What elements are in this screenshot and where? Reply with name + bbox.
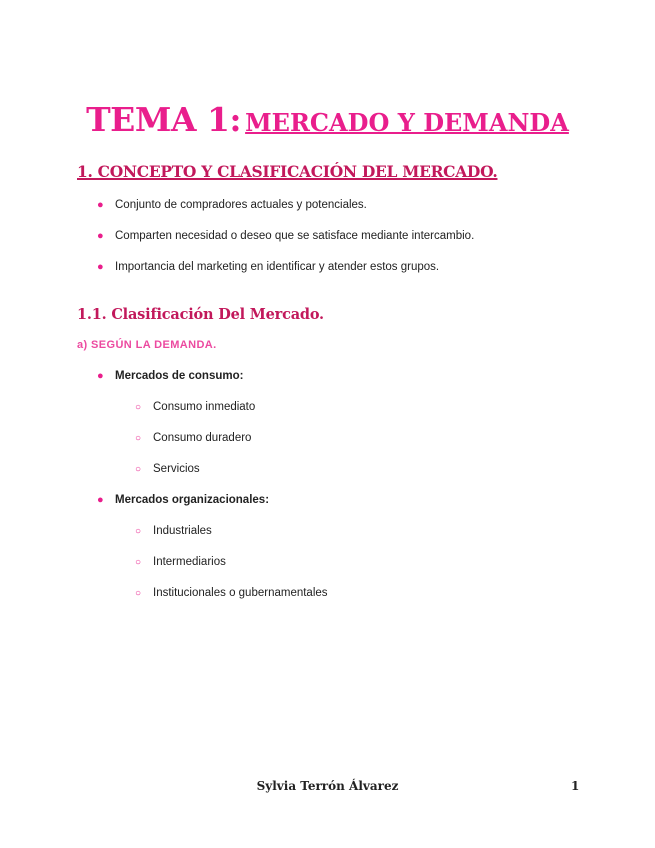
hollow-circle-bullet-icon: ○ [135, 433, 142, 444]
list-item-text: Conjunto de compradores actuales y potenciales. [115, 199, 367, 211]
group-label: Mercados organizacionales: [115, 494, 270, 506]
title-main: TEMA 1: [86, 100, 242, 139]
filled-circle-bullet-icon: ● [97, 261, 104, 273]
filled-circle-bullet-icon: ● [97, 370, 104, 382]
title-subtitle: MERCADO Y DEMANDA [245, 108, 569, 137]
hollow-circle-bullet-icon: ○ [135, 464, 142, 475]
filled-circle-bullet-icon: ● [97, 230, 104, 242]
list-item-text: Servicios [153, 463, 200, 475]
document-title [0, 100, 655, 139]
list-item-text: Importancia del marketing en identificar y atender estos grupos. [115, 261, 440, 273]
group-label: Mercados de consumo: [115, 370, 244, 382]
section-1-1-heading: 1.1. Clasificación Del Mercado. [77, 306, 324, 323]
list-item-text: Consumo inmediato [153, 401, 256, 413]
subsection-a-heading: a) SEGÚN LA DEMANDA. [77, 339, 217, 351]
filled-circle-bullet-icon: ● [97, 494, 104, 506]
list-item-text: Consumo duradero [153, 432, 252, 444]
list-item-text: Industriales [153, 525, 212, 537]
hollow-circle-bullet-icon: ○ [135, 588, 142, 599]
list-item-text: Intermediarios [153, 556, 226, 568]
hollow-circle-bullet-icon: ○ [135, 402, 142, 413]
section-1-heading: 1. CONCEPTO Y CLASIFICACIÓN DEL MERCADO. [77, 162, 498, 181]
footer-author: Sylvia Terrón Álvarez [256, 779, 399, 793]
hollow-circle-bullet-icon: ○ [135, 557, 142, 568]
list-item-text: Comparten necesidad o deseo que se satisface mediante intercambio. [115, 230, 475, 242]
page-number: 1 [571, 779, 580, 793]
hollow-circle-bullet-icon: ○ [135, 526, 142, 537]
list-item-text: Institucionales o gubernamentales [153, 587, 328, 599]
filled-circle-bullet-icon: ● [97, 199, 104, 211]
